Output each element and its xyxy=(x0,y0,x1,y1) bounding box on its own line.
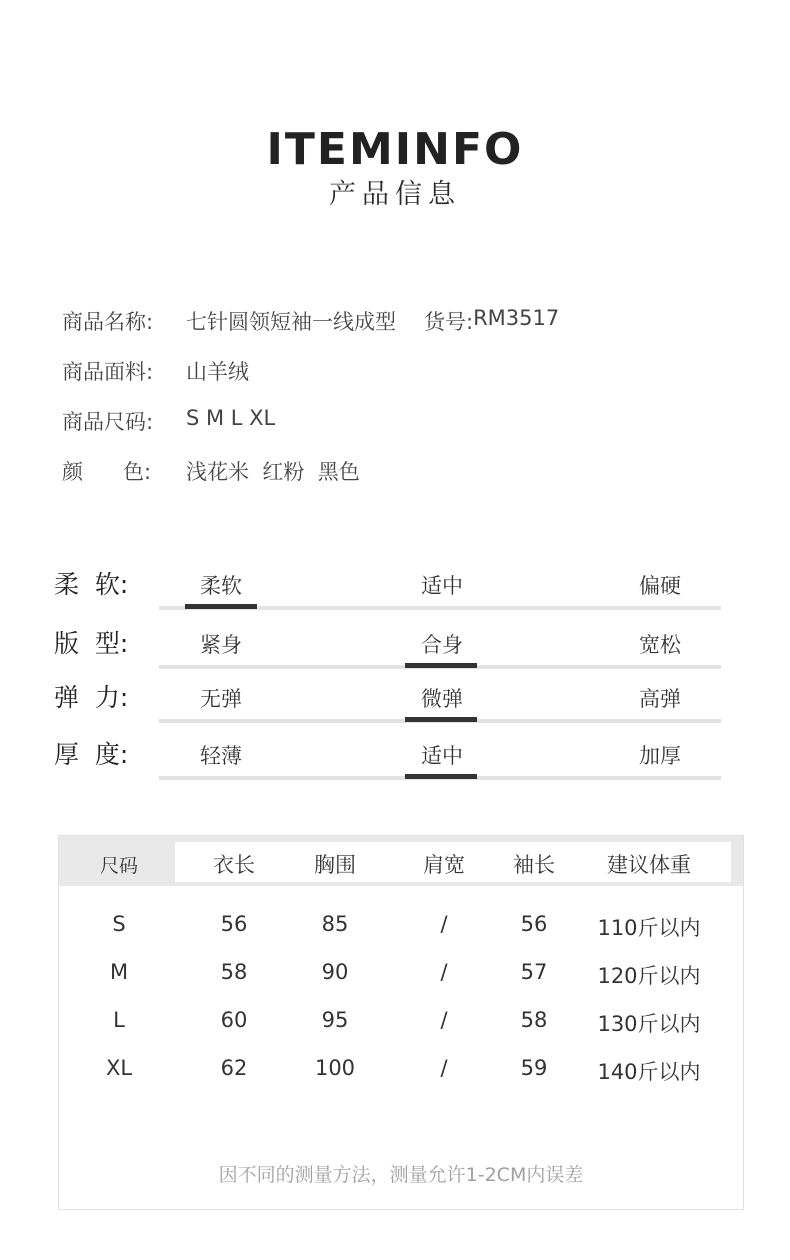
info-label-name: 商品名称: xyxy=(62,310,154,334)
cell-sleeve: 59 xyxy=(520,1056,548,1080)
cell-size: L xyxy=(113,1008,125,1032)
info-label-sku: 货号: xyxy=(424,310,474,334)
cell-chest: 90 xyxy=(321,960,349,984)
cell-chest: 100 xyxy=(314,1056,356,1080)
cell-length: 56 xyxy=(220,912,248,936)
cell-length: 60 xyxy=(220,1008,248,1032)
cell-size: XL xyxy=(105,1056,133,1080)
info-value-name: 七针圆领短袖一线成型 xyxy=(186,310,396,334)
cell-sleeve: 56 xyxy=(520,912,548,936)
cell-weight: 120斤以内 xyxy=(597,964,701,988)
attr-label: 版 型: xyxy=(54,629,129,658)
title-cn: 产品信息 xyxy=(329,179,461,210)
info-row-size xyxy=(62,406,762,456)
cell-shoulder: / xyxy=(440,912,448,936)
cell-weight: 130斤以内 xyxy=(597,1012,701,1036)
attr-elasticity xyxy=(0,678,790,734)
cell-length: 58 xyxy=(220,960,248,984)
attr-option: 适中 xyxy=(421,744,463,768)
attr-option: 合身 xyxy=(421,633,463,657)
attr-label: 柔 软: xyxy=(54,570,129,599)
cell-size: S xyxy=(112,912,126,936)
cell-shoulder: / xyxy=(440,1008,448,1032)
attr-option: 高弹 xyxy=(639,687,681,711)
info-row-material xyxy=(62,356,762,406)
attr-softness xyxy=(0,565,790,621)
product-info xyxy=(62,306,762,506)
table-row xyxy=(59,960,743,1000)
attr-fit xyxy=(0,624,790,680)
attr-option: 轻薄 xyxy=(200,744,242,768)
attr-option: 无弹 xyxy=(200,687,242,711)
title-en: ITEMINFO xyxy=(266,124,524,175)
attr-option: 适中 xyxy=(421,574,463,598)
attr-label: 弹 力: xyxy=(54,683,129,712)
attr-selected-marker xyxy=(405,717,477,722)
attr-option: 加厚 xyxy=(639,744,681,768)
info-label-size: 商品尺码: xyxy=(62,410,154,434)
attr-option: 柔软 xyxy=(200,574,242,598)
header-weight: 建议体重 xyxy=(607,853,691,877)
cell-sleeve: 57 xyxy=(520,960,548,984)
table-row xyxy=(59,1056,743,1096)
cell-length: 62 xyxy=(220,1056,248,1080)
cell-chest: 85 xyxy=(321,912,349,936)
attr-selected-marker xyxy=(185,604,257,609)
attr-thickness xyxy=(0,735,790,791)
header-length: 衣长 xyxy=(213,853,255,877)
header-sleeve: 袖长 xyxy=(513,853,555,877)
cell-weight: 140斤以内 xyxy=(597,1060,701,1084)
info-value-sku: RM3517 xyxy=(473,306,560,330)
attr-option: 宽松 xyxy=(639,633,681,657)
size-table xyxy=(58,835,744,1210)
attr-option: 微弹 xyxy=(421,687,463,711)
info-value-material: 山羊绒 xyxy=(186,360,249,384)
info-row-color xyxy=(62,456,762,506)
size-table-header xyxy=(59,836,743,886)
table-row xyxy=(59,912,743,952)
attr-option: 紧身 xyxy=(200,633,242,657)
header-size: 尺码 xyxy=(99,855,138,877)
cell-chest: 95 xyxy=(321,1008,349,1032)
header-shoulder: 肩宽 xyxy=(423,853,465,877)
attr-label: 厚 度: xyxy=(54,740,129,769)
info-label-material: 商品面料: xyxy=(62,360,154,384)
info-value-color: 浅花米 红粉 黑色 xyxy=(186,460,360,484)
cell-weight: 110斤以内 xyxy=(597,916,701,940)
measurement-note: 因不同的测量方法，测量允许1-2CM内误差 xyxy=(218,1164,584,1186)
table-row xyxy=(59,1008,743,1048)
info-label-color: 颜 色: xyxy=(62,460,152,484)
header-chest: 胸围 xyxy=(314,853,356,877)
attr-selected-marker xyxy=(405,663,477,668)
cell-shoulder: / xyxy=(440,1056,448,1080)
attr-selected-marker xyxy=(405,774,477,779)
cell-size: M xyxy=(109,960,129,984)
cell-sleeve: 58 xyxy=(520,1008,548,1032)
cell-shoulder: / xyxy=(440,960,448,984)
info-row-name xyxy=(62,306,762,356)
attr-option: 偏硬 xyxy=(639,574,681,598)
info-value-size: S M L XL xyxy=(186,406,276,430)
